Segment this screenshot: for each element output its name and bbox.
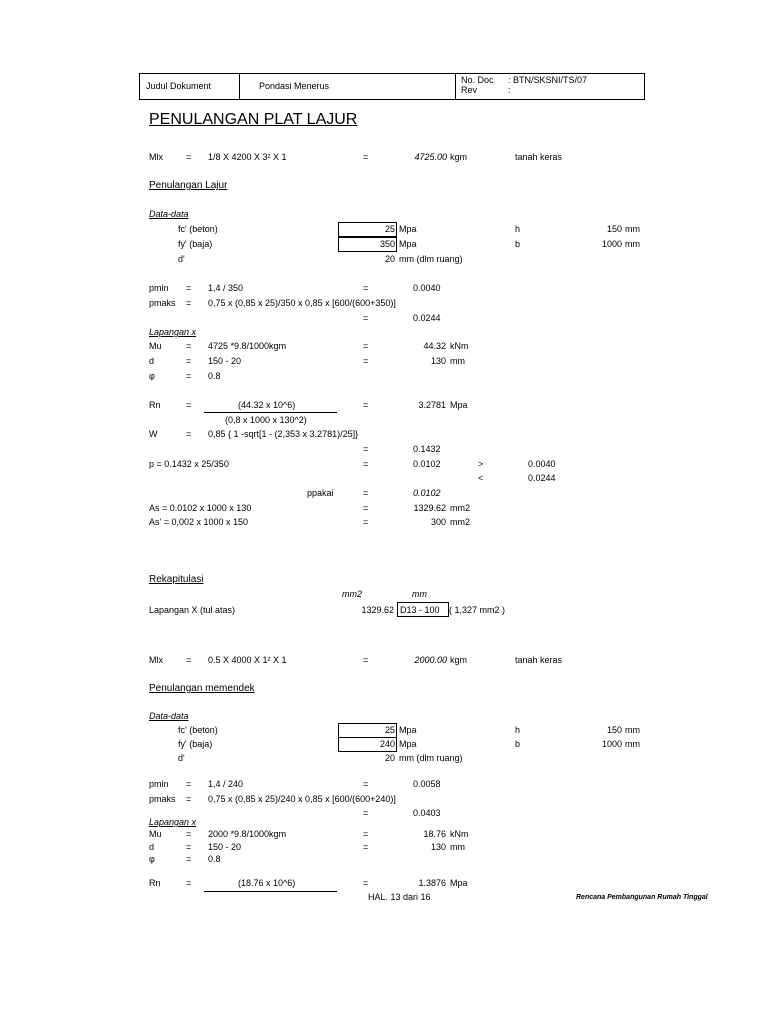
rn-numerator: (44.32 x 10^6)	[238, 400, 296, 410]
eq-sign: =	[186, 341, 192, 351]
eq-sign: =	[186, 356, 192, 366]
judul-label: Judul Dokument	[146, 81, 212, 91]
phi-value: 0.8	[208, 854, 221, 864]
ppakai-label: ppakai	[307, 488, 334, 498]
eq-sign: =	[363, 459, 369, 469]
pmaks-formula: 0,75 x (0,85 x 25)/350 x 0,85 x [600/(600+350)]	[208, 298, 396, 308]
rn-unit: Mpa	[450, 878, 468, 888]
d-prime-label: d'	[178, 753, 185, 763]
as-prime-value: 300	[430, 517, 446, 527]
eq-sign: =	[363, 400, 369, 410]
pmin-formula: 1,4 / 350	[208, 283, 244, 293]
b-label: b	[515, 739, 521, 749]
mu-value: 44.32	[423, 341, 446, 351]
eq-sign: =	[363, 488, 369, 498]
mu-unit: kNm	[450, 829, 469, 839]
fc-unit: Mpa	[399, 725, 417, 735]
mlx-unit: kgm	[450, 655, 468, 665]
h-value: 150	[606, 224, 622, 234]
p-formula: p = 0.1432 x 25/350	[149, 459, 229, 469]
eq-sign: =	[186, 152, 192, 162]
mu-formula: 2000 *9.8/1000kgm	[208, 829, 287, 839]
d-value: 130	[430, 356, 446, 366]
d-prime-value: 20	[384, 254, 395, 264]
judul-value: Pondasi Menerus	[259, 81, 330, 91]
lapangan-label: Lapangan x	[149, 817, 197, 827]
eq-sign: =	[363, 655, 369, 665]
pmin-label: pmin	[149, 779, 169, 789]
fy-value: 240	[379, 739, 395, 749]
fraction-line	[204, 412, 337, 413]
data-data-label: Data-data	[149, 209, 189, 219]
b-value: 1000	[601, 739, 622, 749]
rn-value: 1.3876	[418, 878, 446, 888]
pmaks-value: 0.0244	[413, 313, 441, 323]
rekap-row-note: ( 1,327 mm2 )	[449, 605, 506, 615]
as-prime-unit: mm2	[450, 517, 470, 527]
h-unit: mm	[625, 725, 640, 735]
as-prime-formula: As' = 0,002 x 1000 x 150	[149, 517, 249, 527]
rn-denominator: (0,8 x 1000 x 130^2)	[225, 415, 307, 425]
eq-sign: =	[363, 842, 369, 852]
p-min-compare: 0.0040	[528, 459, 556, 469]
d-prime-value: 20	[384, 753, 395, 763]
d-unit: mm	[450, 842, 465, 852]
fy-unit: Mpa	[399, 239, 417, 249]
eq-sign: =	[363, 878, 369, 888]
d-formula: 150 - 20	[208, 842, 242, 852]
rn-numerator: (18.76 x 10^6)	[238, 878, 296, 888]
page-title: PENULANGAN PLAT LAJUR	[149, 111, 358, 128]
d-value: 130	[430, 842, 446, 852]
eq-sign: =	[363, 808, 369, 818]
gt-sign: >	[478, 459, 484, 469]
fc-value: 25	[384, 224, 395, 234]
rn-value: 3.2781	[418, 400, 446, 410]
w-value: 0.1432	[413, 444, 441, 454]
w-label: W	[149, 429, 158, 439]
mlx-note: tanah keras	[515, 152, 563, 162]
pmaks-label: pmaks	[149, 298, 176, 308]
section-heading: Penulangan memendek	[149, 683, 255, 694]
lt-sign: <	[478, 473, 484, 483]
eq-sign: =	[363, 152, 369, 162]
fc-unit: Mpa	[399, 224, 417, 234]
eq-sign: =	[186, 655, 192, 665]
eq-sign: =	[186, 371, 192, 381]
eq-sign: =	[186, 298, 192, 308]
rn-label: Rn	[149, 400, 161, 410]
eq-sign: =	[363, 503, 369, 513]
mu-value: 18.76	[423, 829, 446, 839]
rekap-row-bar: D13 - 100	[400, 605, 440, 615]
fc-label: fc' (beton)	[178, 725, 218, 735]
mlx-value: 4725.00	[414, 152, 447, 162]
pmin-formula: 1,4 / 240	[208, 779, 244, 789]
eq-sign: =	[363, 283, 369, 293]
b-unit: mm	[625, 739, 640, 749]
pmin-label: pmin	[149, 283, 169, 293]
fc-value: 25	[384, 725, 395, 735]
mlx-formula: 1/8 X 4200 X 3² X 1	[208, 152, 287, 162]
eq-sign: =	[186, 829, 192, 839]
eq-sign: =	[186, 842, 192, 852]
fraction-line	[204, 891, 337, 892]
pmaks-formula: 0,75 x (0,85 x 25)/240 x 0,85 x [600/(600+240)]	[208, 794, 396, 804]
rev-value: :	[508, 85, 511, 95]
as-value: 1329.62	[413, 503, 446, 513]
eq-sign: =	[363, 341, 369, 351]
h-value: 150	[606, 725, 622, 735]
eq-sign: =	[363, 313, 369, 323]
eq-sign: =	[363, 444, 369, 454]
rekap-col-mm: mm	[412, 589, 427, 599]
no-doc-label: No. Doc	[461, 75, 494, 85]
fy-value: 350	[379, 239, 395, 249]
project-name: Rencana Pembangunan Rumah Tinggal	[576, 894, 708, 901]
d-prime-unit: mm (dlm ruang)	[399, 753, 463, 763]
d-prime-unit: mm (dlm ruang)	[399, 254, 463, 264]
mlx-note: tanah keras	[515, 655, 563, 665]
eq-sign: =	[363, 356, 369, 366]
mu-unit: kNm	[450, 341, 469, 351]
d-prime-label: d'	[178, 254, 185, 264]
d-label: d	[149, 356, 155, 366]
as-unit: mm2	[450, 503, 470, 513]
b-unit: mm	[625, 239, 640, 249]
pmaks-value: 0.0403	[413, 808, 441, 818]
b-label: b	[515, 239, 521, 249]
w-formula: 0,85 { 1 -sqrt[1 - (2,353 x 3.2781)/25]}	[208, 429, 359, 439]
rekap-heading: Rekapitulasi	[149, 574, 204, 585]
fy-label: fy' (baja)	[178, 239, 213, 249]
mlx-unit: kgm	[450, 152, 468, 162]
eq-sign: =	[363, 779, 369, 789]
eq-sign: =	[186, 283, 192, 293]
pmaks-label: pmaks	[149, 794, 176, 804]
mlx-formula: 0.5 X 4000 X 1² X 1	[208, 655, 287, 665]
p-value: 0.0102	[413, 459, 441, 469]
h-label: h	[515, 224, 521, 234]
phi-label: φ	[149, 371, 155, 381]
rn-label: Rn	[149, 878, 161, 888]
h-label: h	[515, 725, 521, 735]
p-max-compare: 0.0244	[528, 473, 556, 483]
rev-label: Rev	[461, 85, 478, 95]
eq-sign: =	[186, 429, 192, 439]
pmin-value: 0.0058	[413, 779, 441, 789]
rekap-row-area: 1329.62	[361, 605, 394, 615]
data-data-label: Data-data	[149, 711, 189, 721]
page-number: HAL. 13 dari 16	[368, 892, 431, 902]
pmin-value: 0.0040	[413, 283, 441, 293]
header-divider	[455, 74, 456, 99]
fc-label: fc' (beton)	[178, 224, 218, 234]
eq-sign: =	[363, 517, 369, 527]
d-unit: mm	[450, 356, 465, 366]
eq-sign: =	[186, 854, 192, 864]
fy-label: fy' (baja)	[178, 739, 213, 749]
mu-formula: 4725 *9.8/1000kgm	[208, 341, 287, 351]
eq-sign: =	[186, 794, 192, 804]
rekap-row-label: Lapangan X (tul atas)	[149, 605, 236, 615]
rn-unit: Mpa	[450, 400, 468, 410]
eq-sign: =	[363, 829, 369, 839]
eq-sign: =	[186, 400, 192, 410]
ppakai-value: 0.0102	[413, 488, 441, 498]
d-formula: 150 - 20	[208, 356, 242, 366]
rekap-col-mm2: mm2	[342, 589, 362, 599]
mlx-label: Mlx	[149, 152, 163, 162]
section-heading: Penulangan Lajur	[149, 180, 228, 191]
b-value: 1000	[601, 239, 622, 249]
h-unit: mm	[625, 224, 640, 234]
mu-label: Mu	[149, 341, 162, 351]
phi-label: φ	[149, 854, 155, 864]
no-doc-value: : BTN/SKSNI/TS/07	[508, 75, 588, 85]
eq-sign: =	[186, 878, 192, 888]
mlx-label: Mlx	[149, 655, 163, 665]
eq-sign: =	[186, 779, 192, 789]
as-formula: As = 0.0102 x 1000 x 130	[149, 503, 252, 513]
header-divider	[239, 74, 240, 99]
phi-value: 0.8	[208, 371, 221, 381]
mlx-value: 2000.00	[414, 655, 447, 665]
mu-label: Mu	[149, 829, 162, 839]
lapangan-label: Lapangan x	[149, 327, 197, 337]
d-label: d	[149, 842, 155, 852]
fy-unit: Mpa	[399, 739, 417, 749]
